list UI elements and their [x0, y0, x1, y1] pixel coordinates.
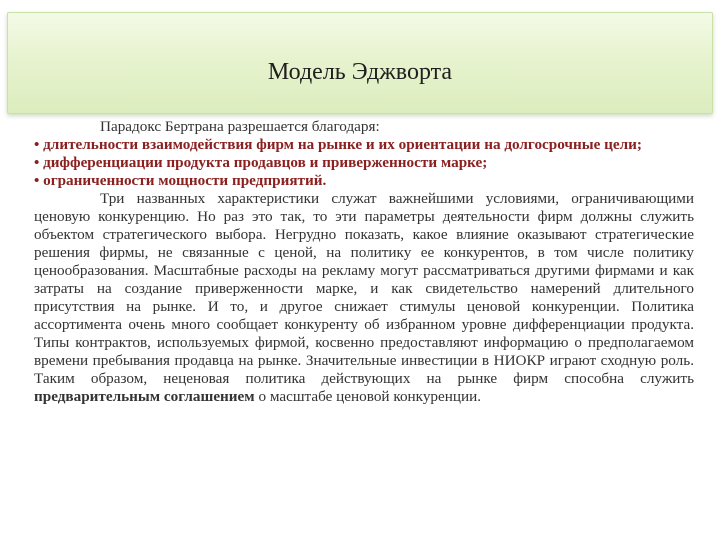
- intro-text: Парадокс Бертрана разрешается благодаря:: [100, 118, 380, 135]
- bullet-item-capacity: • ограниченности мощности предприятий.: [34, 172, 327, 189]
- paragraph-text-start: Три названных характеристики служат важнейшими условиями, ограничивающими ценовую конкуренцию. Но раз это так, то эти параметры деятельности фирм должны служить объектом стратегического выбора. Негрудно показать, какое влияние оказывают стратегические решения фирмы, не связанные с ценой, на политику ее конкурентов, в том числе политику ценообразования. Масштабные расходы на рекламу могут рассматриваться другими фирмами и как затраты на создание приверженности марке, и как свидетельство намерений длительного присутствия на рынке. И то, и другое снижает стимулы ценовой конкуренции. Политика ассортимента очень много сообщает конкуренту об избранном уровне дифференциации продукта. Типы контрактов, используемых фирмой, косвенно предоставляют информацию о предполагаемом времени пребывания продавца на рынке. Значительные инвестиции в НИОКР играют сходную роль. Таким образом, неценовая политика действующих на рынке фирм способна служить: [34, 190, 694, 387]
- main-paragraph: [34, 190, 694, 406]
- paragraph-bold-term: предварительным соглашением: [34, 388, 255, 405]
- bullet-item-duration: • длительности взаимодействия фирм на рынке и их ориентации на долгосрочные цели;: [34, 136, 642, 153]
- paragraph-text-end: о масштабе ценовой конкуренции.: [254, 388, 482, 405]
- title-band: [7, 12, 713, 114]
- slide-body: [34, 118, 694, 406]
- slide-title: Модель Эджворта: [267, 59, 453, 85]
- bullet-item-differentiation: • дифференциации продукта продавцов и приверженности марке;: [34, 154, 488, 171]
